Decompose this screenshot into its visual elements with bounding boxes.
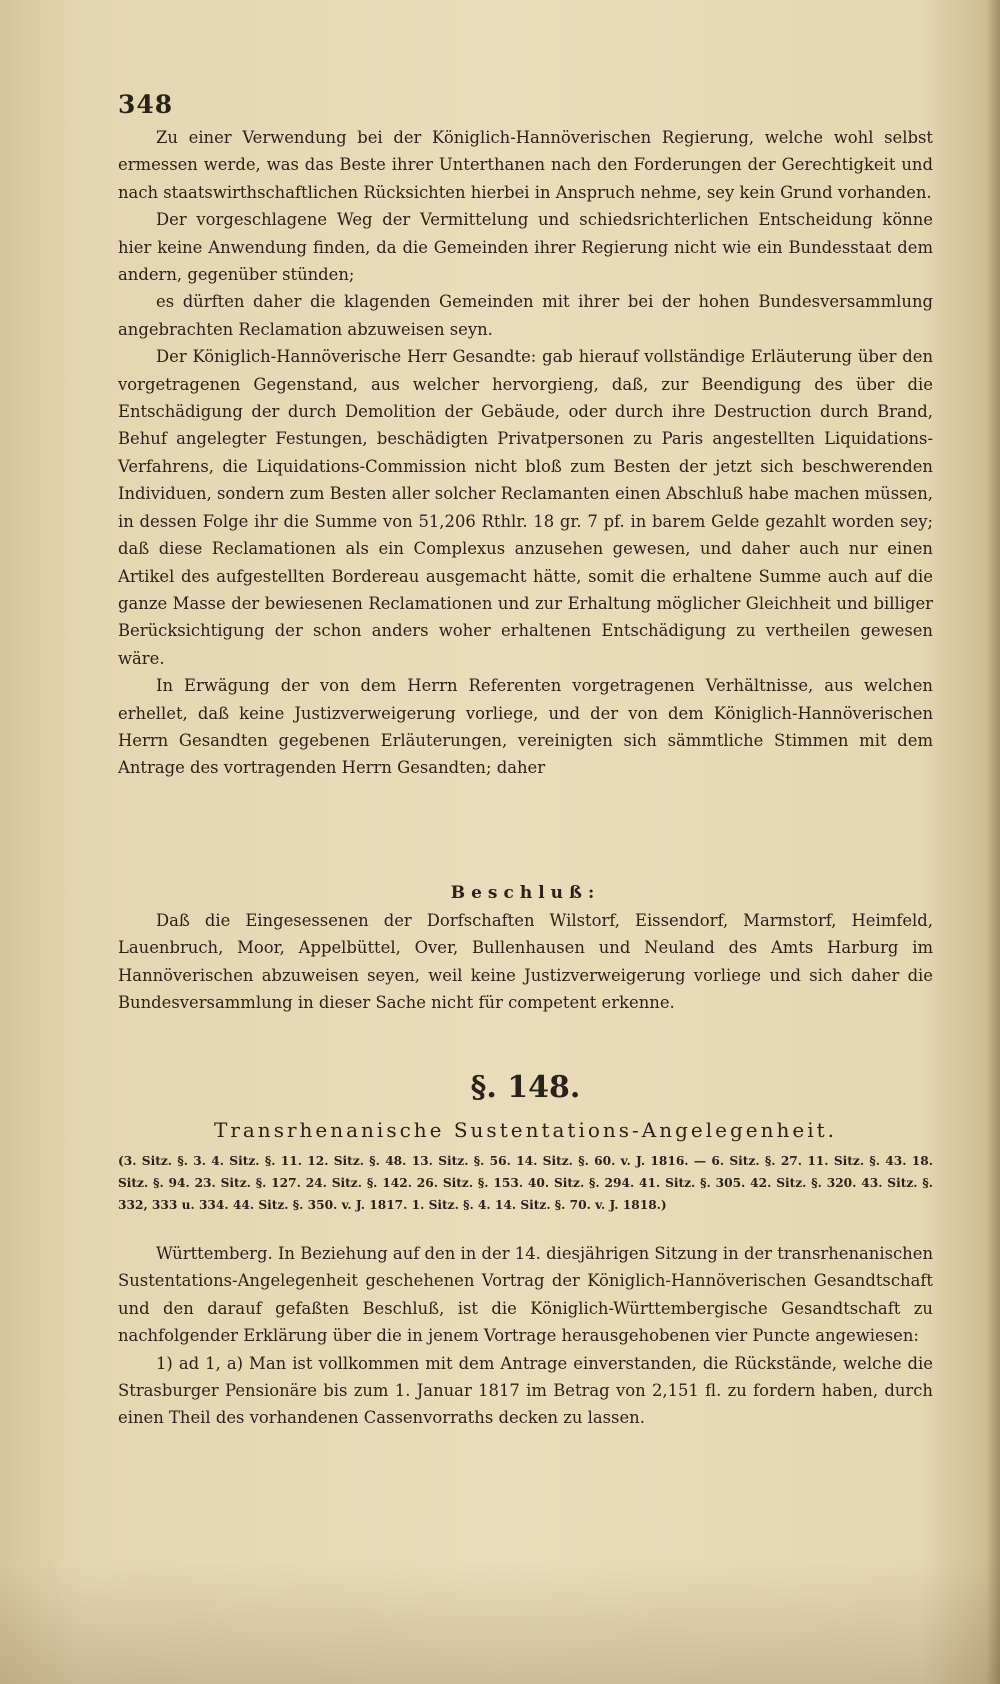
- paragraph: Zu einer Verwendung bei der Königlich-Hannöverischen Regierung, welche wohl selbst ermessen werde, was das Beste ihrer Unterthanen nach den Forderungen der Gerechtigkeit und nach staatswirthschaftlichen Rücksichten hierbei in Anspruch nehme, sey kein Grund vorhanden.: [118, 128, 933, 202]
- session-references: (3. Sitz. §. 3. 4. Sitz. §. 11. 12. Sitz. §. 48. 13. Sitz. §. 56. 14. Sitz. §. 60. v. J. 1816. — 6. Sitz. §. 27. 11. Sitz. §. 43. 18. Sitz. §. 94. 23. Sitz. §. 127. 24. Sitz. §. 142. 26. Sitz. §. 153. 40. Sitz. §. 294. 41. Sitz. §. 305. 42. Sitz. §. 320. 43. Sitz. §. 332, 333 u. 334. 44. Sitz. §. 350. v. J. 1817. 1. Sitz. §. 4. 14. Sitz. §. 70. v. J. 1818.): [118, 1154, 933, 1212]
- paragraph: In Erwägung der von dem Herrn Referenten vorgetragenen Verhältnisse, aus welchen erhellet, daß keine Justizverweigerung vorliege, und der von dem Königlich-Hannöverischen Herrn Gesandten gegebenen Erläuterungen, vereinigten sich sämmtliche Stimmen mit dem Antrage des vortragenden Herrn Gesandten; daher: [118, 676, 933, 778]
- paragraph: Württemberg. In Beziehung auf den in der 14. diesjährigen Sitzung in der transrhenanischen Sustentations-Angelegenheit geschehenen Vortrag der Königlich-Hannöverischen Gesandtschaft und den darauf gefaßten Beschluß, ist die Königlich-Württembergische Gesandtschaft zu nachfolgender Erklärung über die in jenem Vortrage herausgehobenen vier Puncte angewiesen:: [118, 1244, 933, 1346]
- body-text-bottom: [118, 1240, 933, 1432]
- page-shadow: [0, 1560, 1000, 1684]
- page-number: 348: [118, 90, 174, 119]
- paragraph: Der Königlich-Hannöverische Herr Gesandte: gab hierauf vollständige Erläuterung über den vorgetragenen Gegenstand, aus welcher hervorgieng, daß, zur Beendigung des über die Entschädigung der durch Demolition der Gebäude, oder durch ihre Destruction durch Brand, Behuf angelegter Festungen, beschädigten Privatpersonen zu Paris angestellten Liquidations-Verfahrens, die Liquidations-Commission nicht bloß zum Besten der jetzt sich beschwerenden Individuen, sondern zum Besten aller solcher Reclamanten einen Abschluß habe machen müssen, in dessen Folge ihr die Summe von 51,206 Rthlr. 18 gr. 7 pf. in barem Gelde gezahlt worden sey; daß diese Reclamationen als ein Complexus anzusehen gewesen, und daher auch nur einen Artikel des aufgestellten Bordereau ausgemacht hätte, somit die erhaltene Summe auch auf die ganze Masse der bewiesenen Reclamationen und zur Erhaltung möglicher Gleichheit und billiger Berücksichtigung der schon anders woher erhaltenen Entschädigung zu vertheilen gewesen wäre.: [118, 347, 933, 668]
- paragraph: Daß die Eingesessenen der Dorfschaften Wilstorf, Eissendorf, Marmstorf, Heimfeld, Lauenbruch, Moor, Appelbüttel, Over, Bullenhausen und Neuland des Amts Harburg im Hannöverischen abzuweisen seyen, weil keine Justizverweigerung vorliege und sich daher die Bundesversammlung in dieser Sache nicht für competent erkenne.: [118, 911, 933, 1013]
- beschluss-body: [118, 907, 933, 1017]
- paragraph: Der vorgeschlagene Weg der Vermittelung und schiedsrichterlichen Entscheidung könne hier keine Anwendung finden, da die Gemeinden ihrer Regierung nicht wie ein Bundesstaat dem andern, gegenüber stünden;: [118, 210, 933, 285]
- paragraph: 1) ad 1, a) Man ist vollkommen mit dem Antrage einverstanden, die Rückstände, welche die Strasburger Pensionäre bis zum 1. Januar 1817 im Betrag von 2,151 fl. zu fordern haben, durch einen Theil des vorhandenen Cassenvorraths decken zu lassen.: [118, 1353, 933, 1428]
- section-title: Transrhenanische Sustentations-Angelegenheit.: [213, 1118, 838, 1142]
- beschluss-label: Beschluß:: [450, 883, 601, 903]
- body-text-top: [118, 124, 933, 782]
- paragraph: es dürften daher die klagenden Gemeinden mit ihrer bei der hohen Bundesversammlung angebrachten Reclamation abzuweisen seyn.: [118, 292, 933, 339]
- page-edge: [986, 0, 1000, 1684]
- section-number: §. 148.: [470, 1070, 581, 1105]
